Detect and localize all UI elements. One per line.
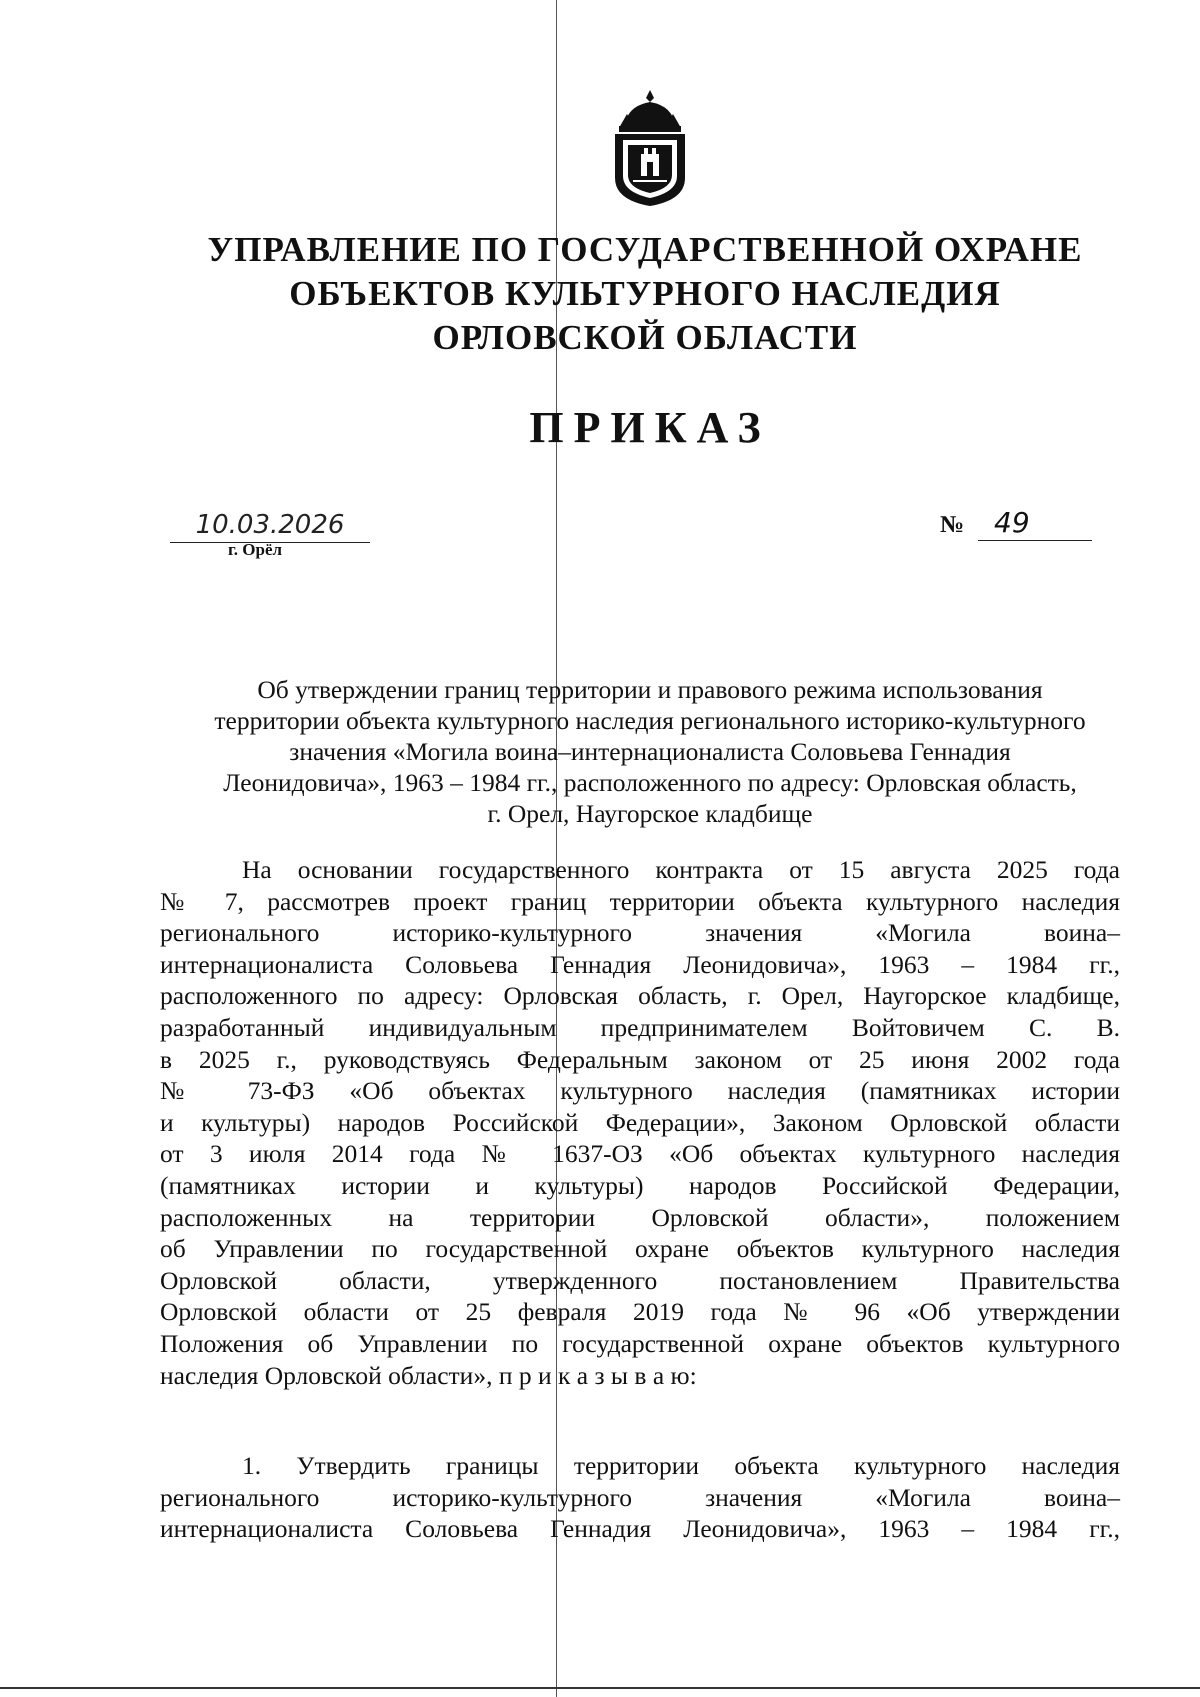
preamble-line-1: На основании государственного контракта от 15 августа 2025 года <box>242 855 1120 884</box>
preamble-line-17: наследия Орловской области», п р и к а з ы в а ю: <box>160 1360 697 1390</box>
preamble-line-10: от 3 июля 2014 года № 1637-ОЗ «Об объектах культурного наследия <box>160 1139 1120 1169</box>
scan-bottom-edge <box>0 1687 1200 1689</box>
preamble-paragraph <box>160 854 1120 1391</box>
preamble-line-7: в 2025 г., руководствуясь Федеральным законом от 25 июня 2002 года <box>160 1044 1120 1074</box>
preamble-line-15: Орловской области от 25 февраля 2019 года № 96 «Об утверждении <box>160 1297 1120 1327</box>
preamble-line-5: расположенного по адресу: Орловская область, г. Орел, Наугорское кладбище, <box>160 981 1120 1011</box>
agency-header-line-3: ОРЛОВСКОЙ ОБЛАСТИ <box>432 318 858 357</box>
item-1-line-3: интернационалиста Соловьева Геннадия Леонидовича», 1963 – 1984 гг., <box>160 1514 1120 1544</box>
order-city: г. Орёл <box>228 540 283 559</box>
coat-of-arms-emblem <box>605 88 695 208</box>
agency-header <box>150 228 1140 360</box>
preamble-line-13: об Управлении по государственной охране объектов культурного наследия <box>160 1234 1120 1264</box>
preamble-line-4: интернационалиста Соловьева Геннадия Леонидовича», 1963 – 1984 гг., <box>160 949 1120 979</box>
order-date: 10.03.2026 <box>170 508 370 543</box>
subject-line-3: значения «Могила воина–интернационалиста Соловьева Геннадия <box>289 737 1011 766</box>
order-number-label: № <box>940 512 965 538</box>
subject-line-2: территории объекта культурного наследия регионального историко-культурного <box>214 706 1086 735</box>
preamble-line-9: и культуры) народов Российской Федерации», Законом Орловской области <box>160 1107 1120 1137</box>
preamble-line-14: Орловской области, утвержденного постановлением Правительства <box>160 1265 1120 1295</box>
agency-header-line-1: УПРАВЛЕНИЕ ПО ГОСУДАРСТВЕННОЙ ОХРАНЕ <box>207 230 1083 269</box>
preamble-line-16: Положения об Управлении по государственной охране объектов культурного <box>160 1328 1120 1358</box>
item-1-line-1: 1. Утвердить границы территории объекта культурного наследия <box>242 1451 1120 1480</box>
preamble-line-6: разработанный индивидуальным предпринимателем Войтовичем С. В. <box>160 1012 1120 1042</box>
preamble-line-8: № 73-ФЗ «Об объектах культурного наследия (памятниках истории <box>160 1076 1120 1106</box>
item-1-line-2: регионального историко-культурного значения «Могила воина– <box>160 1482 1120 1512</box>
preamble-line-2: № 7, рассмотрев проект границ территории объекта культурного наследия <box>160 886 1120 916</box>
preamble-line-11: (памятниках истории и культуры) народов Российской Федерации, <box>160 1170 1120 1200</box>
preamble-line-12: расположенных на территории Орловской области», положением <box>160 1202 1120 1232</box>
item-1-paragraph <box>160 1450 1120 1545</box>
subject-line-1: Об утверждении границ территории и правового режима использования <box>257 675 1043 704</box>
preamble-line-3: регионального историко-культурного значения «Могила воина– <box>160 918 1120 948</box>
agency-header-line-2: ОБЪЕКТОВ КУЛЬТУРНОГО НАСЛЕДИЯ <box>289 274 1001 313</box>
subject-line-5: г. Орел, Наугорское кладбище <box>487 799 813 828</box>
document-title: ПРИКАЗ <box>529 403 771 452</box>
subject-line-4: Леонидовича», 1963 – 1984 гг., расположенного по адресу: Орловская область, <box>223 768 1077 797</box>
order-subject <box>170 674 1130 829</box>
order-number-value: 49 <box>978 505 1092 541</box>
